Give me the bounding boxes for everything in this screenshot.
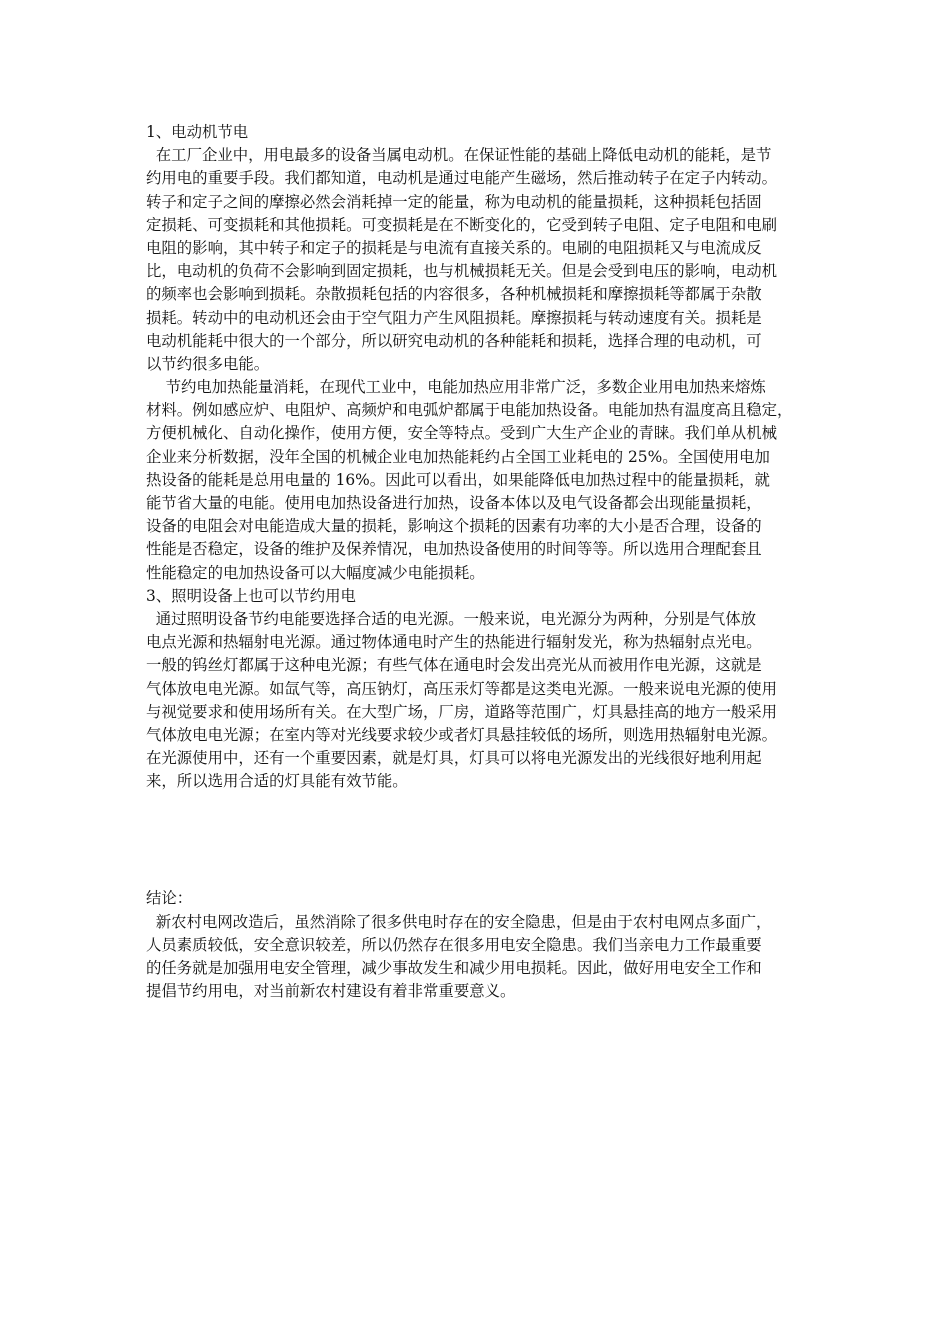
paragraph-line: 电阻的影响，其中转子和定子的损耗是与电流有直接关系的。电刷的电阻损耗又与电流成反 (146, 238, 762, 257)
section-heading: 3、照明设备上也可以节约用电 (146, 586, 356, 605)
paragraph-line: 的任务就是加强用电安全管理，减少事故发生和减少用电损耗。因此，做好用电安全工作和 (146, 959, 762, 977)
paragraph-line: 的频率也会影响到损耗。杂散损耗包括的内容很多，各种机械损耗和摩擦损耗等都属于杂散 (146, 285, 762, 304)
paragraph-line: 人员素质较低，安全意识较差，所以仍然存在很多用电安全隐患。我们当亲电力工作最重要 (146, 935, 762, 954)
paragraph-line: 性能是否稳定，设备的维护及保养情况，电加热设备使用的时间等等。所以选用合理配套且 (146, 540, 762, 559)
section-motor (146, 121, 812, 376)
paragraph-line: 设备的电阻会对电能造成大量的损耗，影响这个损耗的因素有功率的大小是否合理，设备的 (146, 517, 762, 536)
section-heading: 1、电动机节电 (146, 123, 249, 141)
paragraph-line: 来，所以选用合适的灯具能有效节能。 (146, 772, 408, 791)
paragraph-line: 气体放电电光源。如氙气等，高压钠灯，高压汞灯等都是这类电光源。一般来说电光源的使用 (146, 679, 778, 698)
paragraph-line: 新农村电网改造后，虽然消除了很多供电时存在的安全隐患，但是由于农村电网点多面广， (146, 912, 772, 931)
paragraph-line: 与视觉要求和使用场所有关。在大型广场，厂房，道路等范围广，灯具悬挂高的地方一般采用 (146, 702, 778, 721)
section-heating (146, 376, 812, 585)
paragraph-line: 材料。例如感应炉、电阻炉、高频炉和电弧炉都属于电能加热设备。电能加热有温度高且稳定， (146, 401, 793, 420)
paragraph-line: 企业来分析数据，没年全国的机械企业电加热能耗约占全国工业耗电的 25%。全国使用电加 (146, 447, 770, 466)
paragraph-line: 电点光源和热辐射电光源。通过物体通电时产生的热能进行辐射发光，称为热辐射点光电。 (146, 633, 762, 652)
section-conclusion (146, 887, 812, 1003)
paragraph-line: 损耗。转动中的电动机还会由于空气阻力产生风阻损耗。摩擦损耗与转动速度有关。损耗是 (146, 308, 762, 327)
document-page (146, 121, 812, 1003)
paragraph-line: 方便机械化、自动化操作，使用方便，安全等特点。受到广大生产企业的青睐。我们单从机械 (146, 424, 778, 443)
paragraph-line: 约用电的重要手段。我们都知道，电动机是通过电能产生磁场，然后推动转子在定子内转动。 (146, 169, 778, 188)
paragraph-line: 节约电加热能量消耗，在现代工业中，电能加热应用非常广泛，多数企业用电加热来熔炼 (146, 378, 766, 397)
paragraph-line: 性能稳定的电加热设备可以大幅度减少电能损耗。 (146, 563, 485, 582)
paragraph-line: 在光源使用中，还有一个重要因素，就是灯具，灯具可以将电光源发出的光线很好地利用起 (146, 749, 762, 768)
paragraph-line: 提倡节约用电，对当前新农村建设有着非常重要意义。 (146, 982, 516, 1001)
paragraph-line: 比，电动机的负荷不会影响到固定损耗，也与机械损耗无关。但是会受到电压的影响，电动机 (146, 262, 778, 281)
section-lighting (146, 585, 812, 794)
paragraph-line: 转子和定子之间的摩擦必然会消耗掉一定的能量，称为电动机的能量损耗，这种损耗包括固 (146, 192, 762, 211)
paragraph-line: 能节省大量的电能。使用电加热设备进行加热，设备本体以及电气设备都会出现能量损耗， (146, 494, 762, 512)
paragraph-line: 以节约很多电能。 (146, 354, 270, 373)
paragraph-line: 一般的钨丝灯都属于这种电光源；有些气体在通电时会发出亮光从而被用作电光源，这就是 (146, 656, 762, 675)
conclusion-heading: 结论： (146, 889, 193, 908)
paragraph-line: 电动机能耗中很大的一个部分，所以研究电动机的各种能耗和损耗，选择合理的电动机，可 (146, 331, 762, 350)
paragraph-line: 气体放电电光源；在室内等对光线要求较少或者灯具悬挂较低的场所，则选用热辐射电光源。 (146, 725, 778, 744)
paragraph-line: 在工厂企业中，用电最多的设备当属电动机。在保证性能的基础上降低电动机的能耗，是节 (146, 146, 772, 165)
paragraph-line: 定损耗、可变损耗和其他损耗。可变损耗是在不断变化的，它受到转子电阻、定子电阻和电刷 (146, 215, 778, 234)
paragraph-line: 热设备的能耗是总用电量的 16%。因此可以看出，如果能降低电加热过程中的能量损耗，就 (146, 470, 770, 489)
paragraph-line: 通过照明设备节约电能要选择合适的电光源。一般来说，电光源分为两种，分别是气体放 (146, 609, 757, 628)
blank-space (146, 793, 812, 887)
